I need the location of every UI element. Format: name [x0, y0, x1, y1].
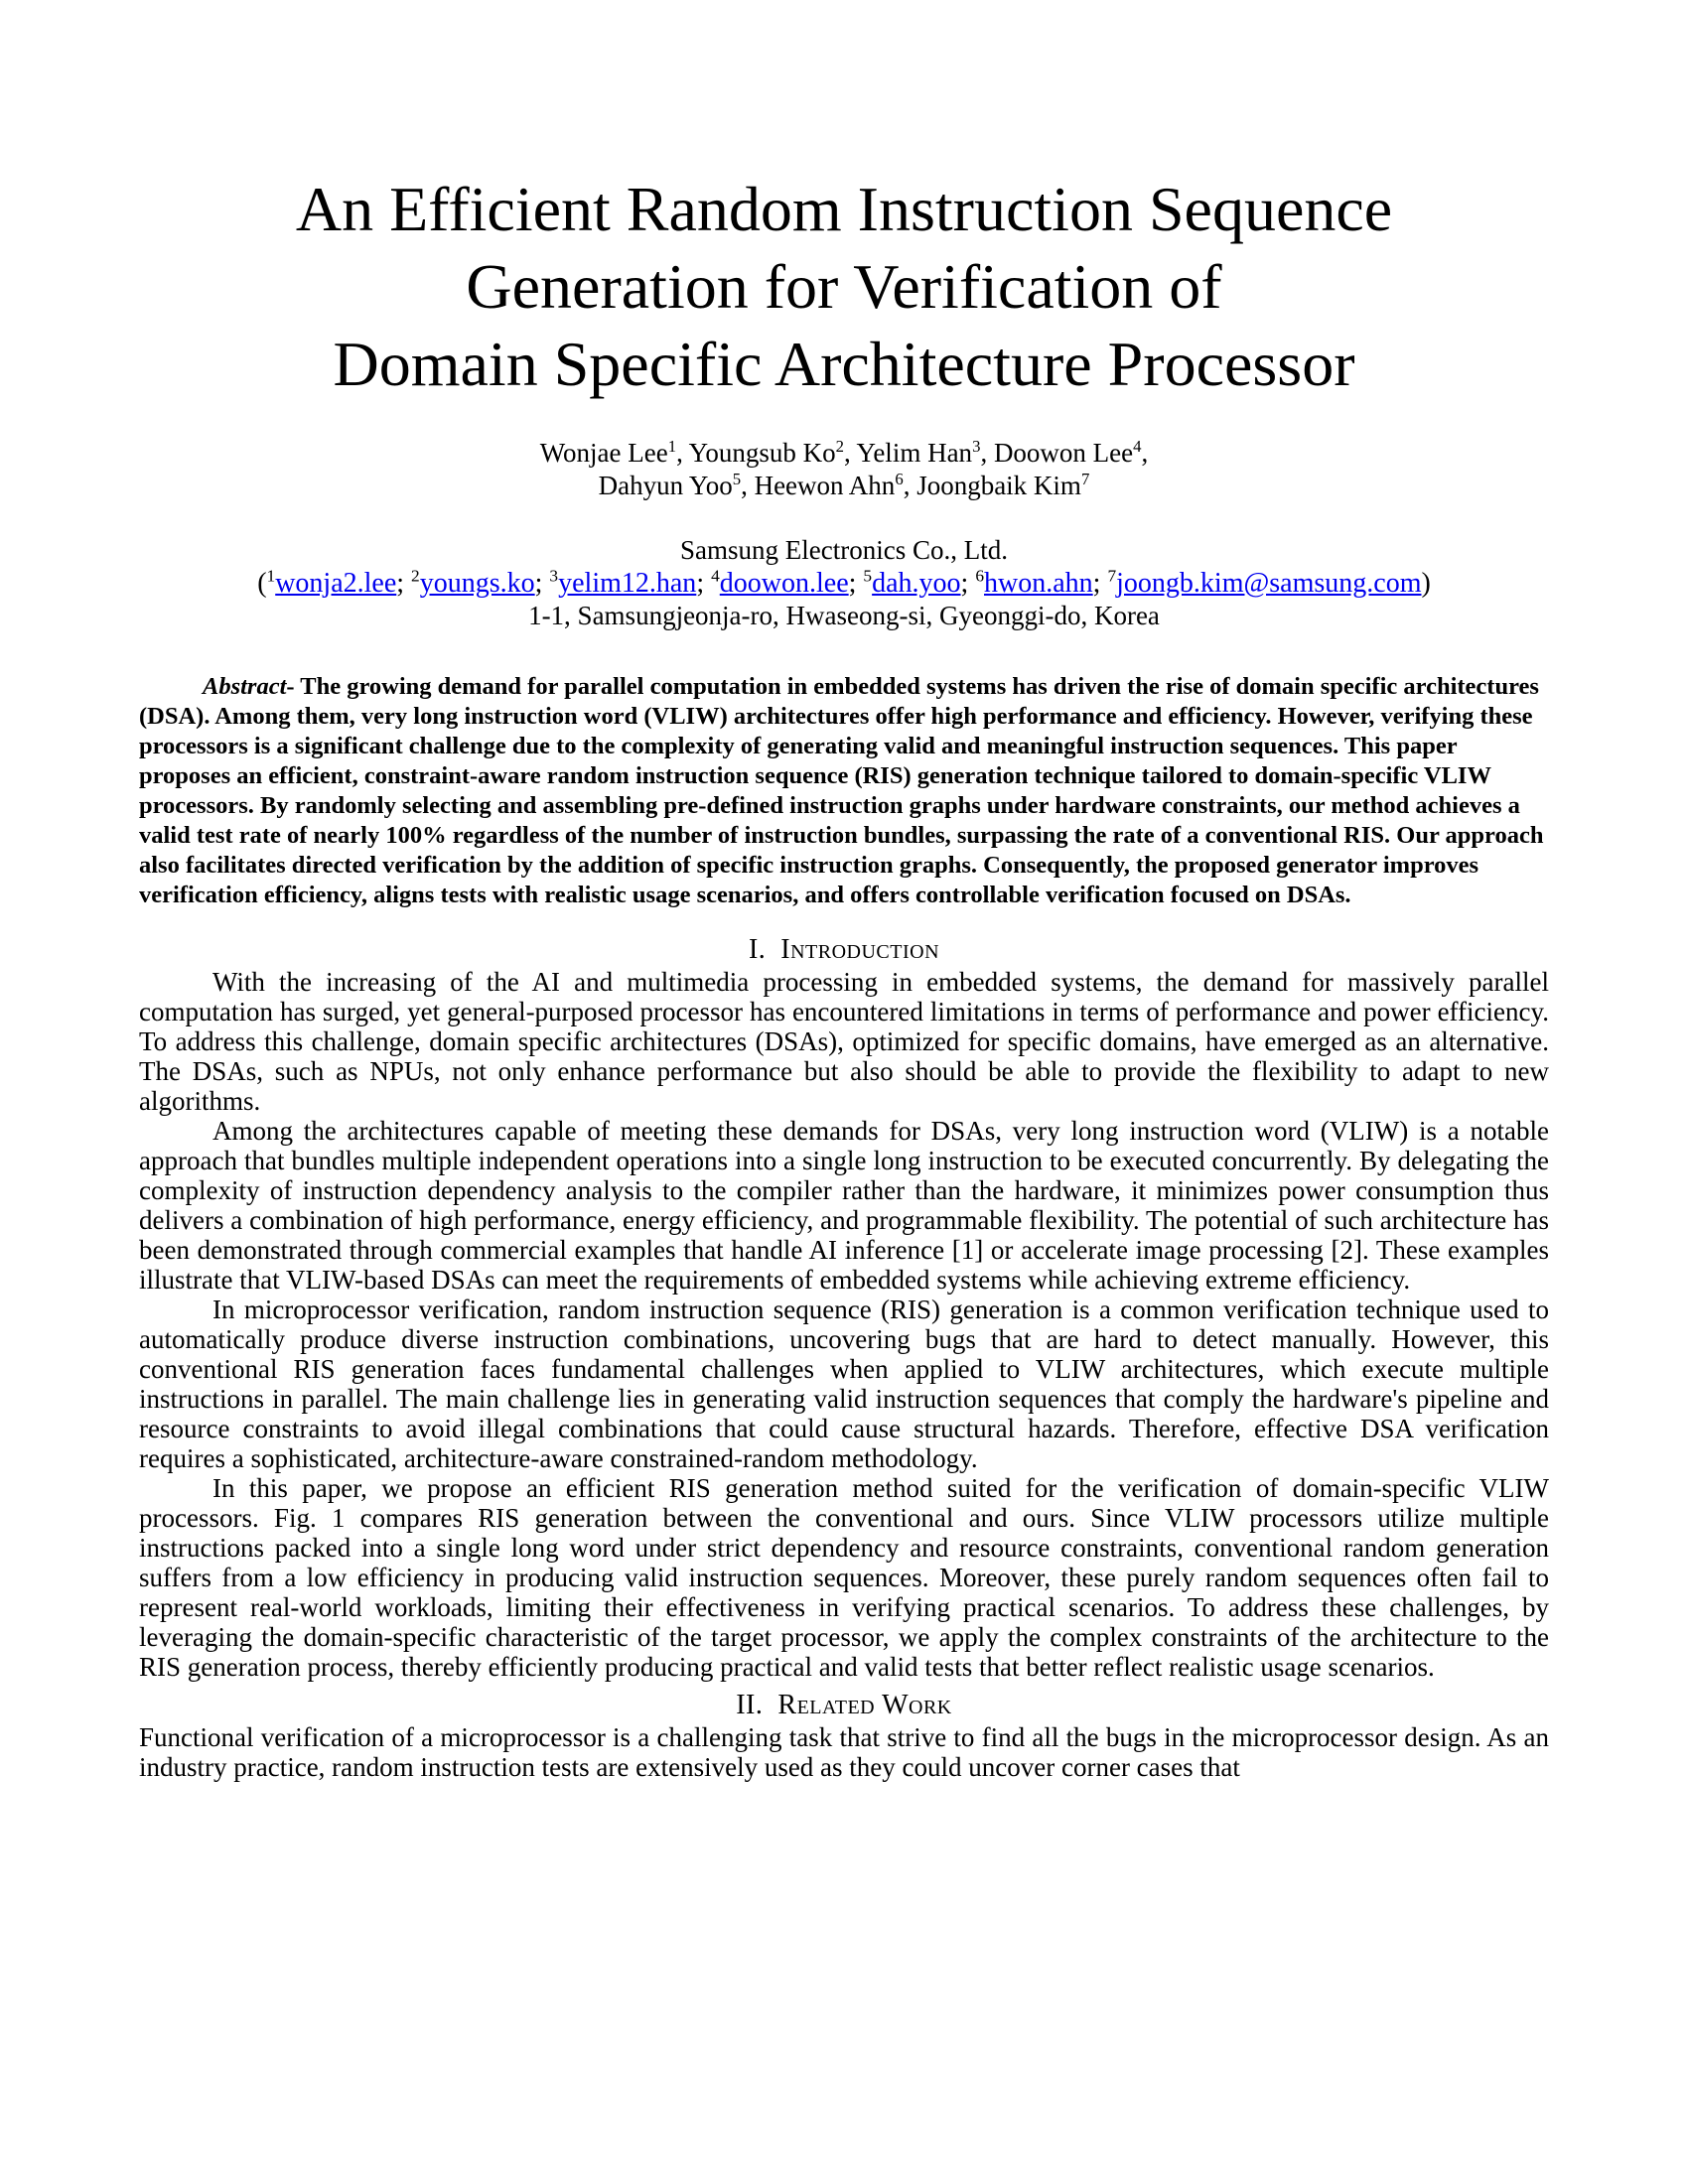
- abstract-label: Abstract: [203, 673, 287, 700]
- paragraph: In microprocessor verification, random instruction sequence (RIS) generation is a common verification technique used to automatically produce diverse instruction combinations, uncovering bugs that are hard to detect manually. However, this conventional RIS generation faces fundamental challenges when applied to VLIW architectures, which execute multiple instructions in parallel. The main challenge lies in generating valid instruction sequences that comply the hardware's pipeline and resource constraints to avoid illegal combinations that could cause structural hazards. Therefore, effective DSA verification requires a sophisticated, architecture-aware constrained-random methodology.: [139, 1295, 1549, 1473]
- section: [139, 1690, 1549, 1782]
- email-link[interactable]: wonja2.lee: [275, 568, 397, 599]
- author-name: Heewon Ahn: [754, 471, 896, 500]
- section-heading: [139, 934, 1549, 965]
- sections: [139, 934, 1549, 1782]
- paragraph: Functional verification of a microprocessor is a challenging task that strive to find all the bugs in the microprocessor design. As an industry practice, random instruction tests are extensively used as they could uncover corner cases that: [139, 1722, 1549, 1782]
- email-affiliation-number: 1: [266, 566, 276, 586]
- paragraph: With the increasing of the AI and multimedia processing in embedded systems, the demand for massively parallel computation has surged, yet general-purposed processor has encountered limitations in terms of performance and power efficiency. To address this challenge, domain specific architectures (DSAs), optimized for specific domains, have emerged as an alternative. The DSAs, such as NPUs, not only enhance performance but also should be able to provide the flexibility to adapt to new algorithms.: [139, 967, 1549, 1116]
- section-numeral: II.: [736, 1690, 764, 1720]
- author-affiliation-number: 7: [1080, 470, 1090, 488]
- affiliation: Samsung Electronics Co., Ltd.: [680, 535, 1008, 565]
- email-affiliation-number: 6: [975, 566, 985, 586]
- author-name: Yelim Han: [856, 438, 973, 468]
- paper-content: [139, 0, 1549, 1782]
- section-numeral: I.: [748, 934, 767, 965]
- section-title: Introduction: [780, 934, 940, 965]
- author-affiliation-number: 1: [667, 437, 677, 456]
- email-link[interactable]: youngs.ko: [419, 568, 535, 599]
- author-affiliation-number: 3: [972, 437, 981, 456]
- email-affiliation-number: 5: [863, 566, 873, 586]
- author-name: Joongbaik Kim: [916, 471, 1081, 500]
- author-affiliation-number: 6: [895, 470, 904, 488]
- email-link[interactable]: yelim12.han: [558, 568, 697, 599]
- author-affiliation-number: 4: [1133, 437, 1142, 456]
- email-affiliation-number: 2: [411, 566, 420, 586]
- author-name: Youngsub Ko: [688, 438, 836, 468]
- email-link[interactable]: hwon.ahn: [984, 568, 1093, 599]
- title-line: An Efficient Random Instruction Sequence: [295, 174, 1393, 244]
- email-link[interactable]: doowon.lee: [719, 568, 849, 599]
- authors: [139, 437, 1549, 502]
- email-affiliation-number: 3: [549, 566, 559, 586]
- abstract-text: - The growing demand for parallel computation in embedded systems has driven the rise of domain specific architectures (DSA). Among them, very long instruction word (VLIW) architectures offer high performance and efficiency. However, verifying these processors is a significant challenge due to the complexity of generating valid and meaningful instruction sequences. This paper proposes an efficient, constraint-aware random instruction sequence (RIS) generation technique tailored to domain-specific VLIW processors. By randomly selecting and assembling pre-defined instruction graphs under hardware constraints, our method achieves a valid test rate of nearly 100% regardless of the number of instruction bundles, surpassing the rate of a conventional RIS. Our approach also facilitates directed verification by the addition of specific instruction graphs. Consequently, the proposed generator improves verification efficiency, aligns tests with realistic usage scenarios, and offers controllable verification focused on DSAs.: [139, 673, 1544, 908]
- email-link[interactable]: joongb.kim@samsung.com: [1116, 568, 1422, 599]
- affiliation-block: [139, 534, 1549, 632]
- address: 1-1, Samsungjeonja-ro, Hwaseong-si, Gyeonggi-do, Korea: [528, 601, 1160, 630]
- title-line: Generation for Verification of: [466, 251, 1222, 322]
- author-name: Doowon Lee: [993, 438, 1134, 468]
- paragraph: In this paper, we propose an efficient RIS generation method suited for the verification of domain-specific VLIW processors. Fig. 1 compares RIS generation between the conventional and ours. Since VLIW processors utilize multiple instructions packed into a single long word under strict dependency and resource constraints, conventional random generation suffers from a low efficiency in producing valid instruction sequences. Moreover, these purely random sequences often fail to represent real-world workloads, limiting their effectiveness in verifying practical scenarios. To address these challenges, by leveraging the domain-specific characteristic of the target processor, we apply the complex constraints of the architecture to the RIS generation process, thereby efficiently producing practical and valid tests that better reflect realistic usage scenarios.: [139, 1473, 1549, 1682]
- email-affiliation-number: 7: [1107, 566, 1117, 586]
- paragraph: Among the architectures capable of meeting these demands for DSAs, very long instruction word (VLIW) is a notable approach that bundles multiple independent operations into a single long instruction to be executed concurrently. By delegating the complexity of instruction dependency analysis to the compiler rather than the hardware, it minimizes power consumption thus delivers a combination of high performance, energy efficiency, and programmable flexibility. The potential of such architecture has been demonstrated through commercial examples that handle AI inference [1] or accelerate image processing [2]. These examples illustrate that VLIW-based DSAs can meet the requirements of embedded systems while achieving extreme efficiency.: [139, 1116, 1549, 1295]
- author-name: Wonjae Lee: [539, 438, 668, 468]
- paper-title: [139, 171, 1549, 403]
- author-affiliation-number: 2: [835, 437, 845, 456]
- email-affiliation-number: 4: [711, 566, 720, 586]
- author-line: Dahyun Yoo$^5$, Heewon Ahn$^6$, Joongbaik Kim$^7$: [598, 470, 1090, 500]
- author-line: Wonjae Lee$^1$, Youngsub Ko$^2$, Yelim Han$^3$, Doowon Lee$^4$,: [539, 437, 1149, 468]
- section-title: Related Work: [777, 1690, 952, 1720]
- author-name: Dahyun Yoo: [598, 471, 733, 500]
- abstract: [139, 672, 1549, 910]
- title-line: Domain Specific Architecture Processor: [333, 329, 1355, 399]
- section: [139, 934, 1549, 1682]
- email-link[interactable]: dah.yoo: [872, 568, 961, 599]
- author-affiliation-number: 5: [732, 470, 742, 488]
- email-line: ($^1$wonja2.lee; $^2$youngs.ko; $^3$yelim12.han; $^4$doowon.lee; $^5$dah.yoo; $^6$hwon.ahn; $^7$joongb.kim@samsung.com): [257, 566, 1431, 599]
- section-heading: [139, 1690, 1549, 1720]
